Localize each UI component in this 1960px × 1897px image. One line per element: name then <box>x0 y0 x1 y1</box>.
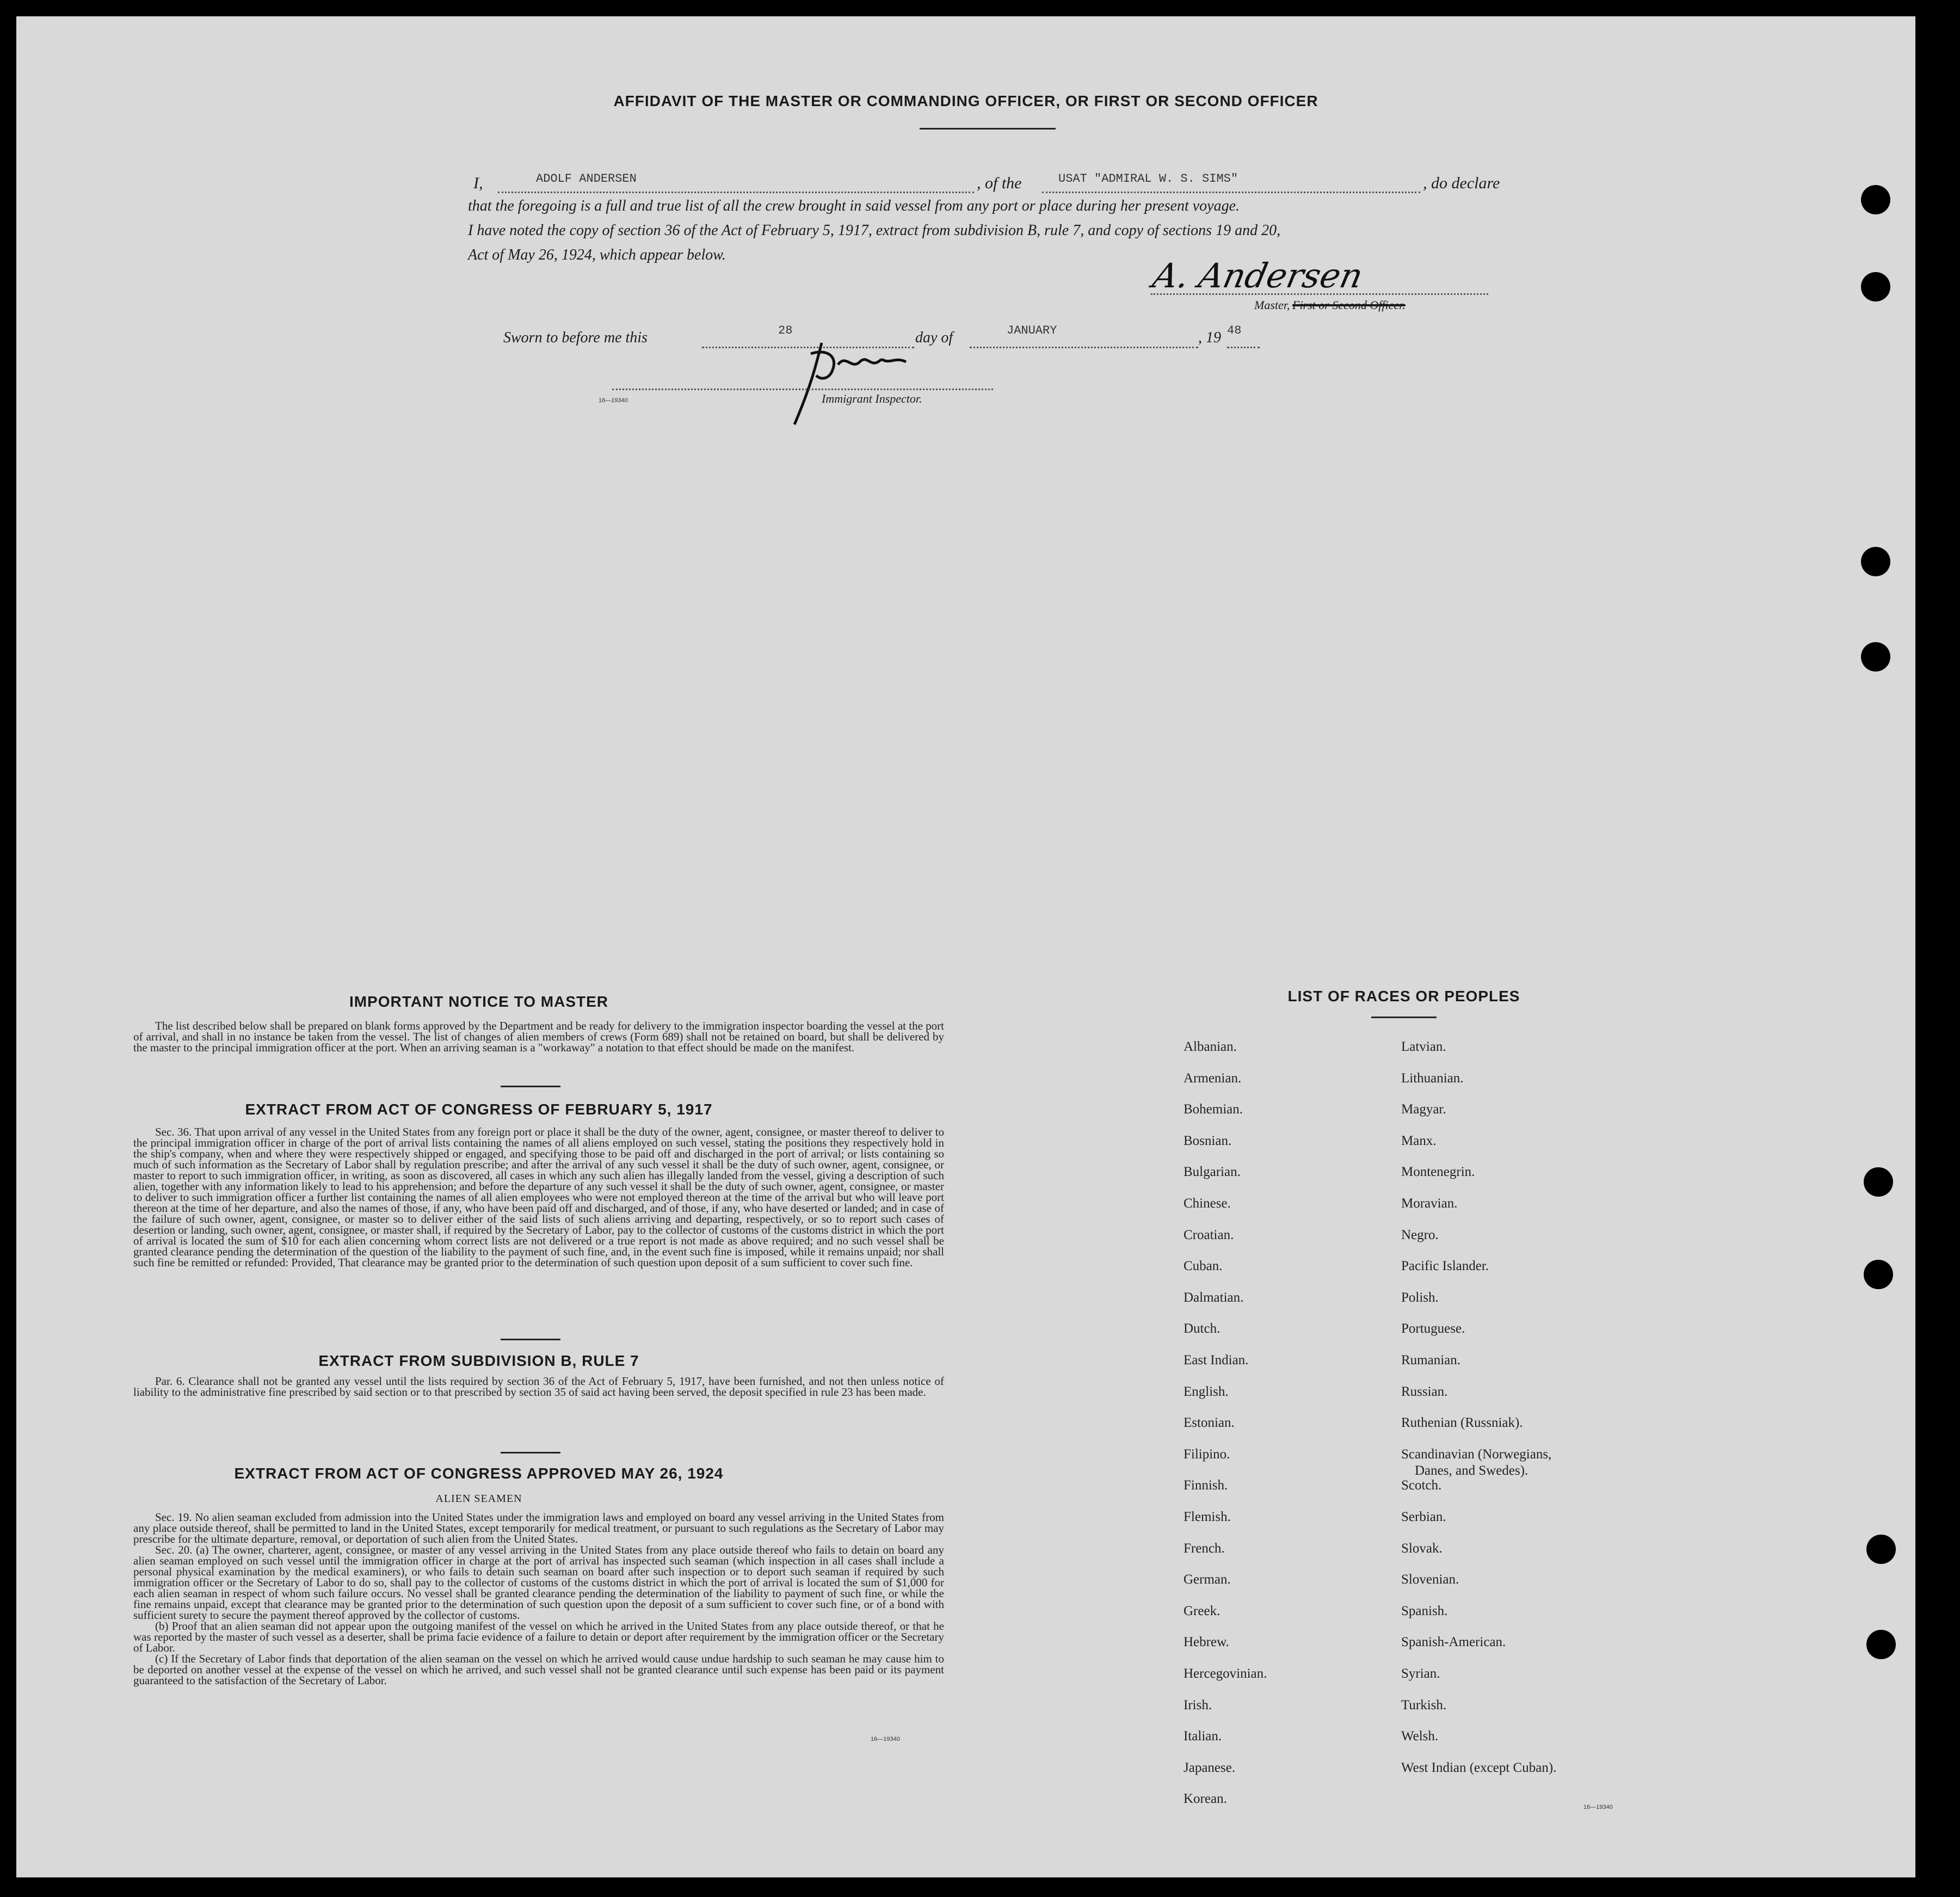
sworn-month-line <box>970 329 1198 348</box>
year-line <box>1227 329 1260 348</box>
notice-title: IMPORTANT NOTICE TO MASTER <box>349 993 609 1010</box>
race-item: Dalmatian. <box>1184 1290 1244 1305</box>
race-item: Syrian. <box>1401 1666 1440 1681</box>
punch-hole <box>1861 185 1890 214</box>
sworn-month: JANUARY <box>1007 324 1057 337</box>
race-item: Lithuanian. <box>1401 1070 1464 1086</box>
affidavit-line-4: Act of May 26, 1924, which appear below. <box>468 247 726 263</box>
day-of-label: day of <box>915 329 953 346</box>
rule7-title: EXTRACT FROM SUBDIVISION B, RULE 7 <box>318 1352 639 1369</box>
signature-line <box>1151 280 1488 295</box>
notice-text: The list described below shall be prepared on blank forms approved by the Department and be ready for delivery to the immigration inspector boarding the vessel at the port of arrival, and shall in no instance be taken from the vessel. The list of changes of alien members of crews (Form 689) shall not be retained on board, but shall be delivered by the master to the principal immigration officer at the port. When an arriving seaman is a "workaway" a notation to that effect should be made on the manifest. <box>133 1019 944 1054</box>
do-declare-label: , do declare <box>1423 174 1500 192</box>
punch-hole <box>1864 1260 1893 1289</box>
extract-1917-title: EXTRACT FROM ACT OF CONGRESS OF FEBRUARY 5, 1917 <box>245 1101 713 1118</box>
race-item: Filipino. <box>1184 1446 1230 1462</box>
punch-hole <box>1861 547 1890 576</box>
form-number-bottom-left: 16—19340 <box>871 1736 900 1742</box>
race-item: Hercegovinian. <box>1184 1666 1267 1681</box>
race-item: Magyar. <box>1401 1102 1446 1117</box>
race-item: East Indian. <box>1184 1353 1249 1368</box>
race-item: Bulgarian. <box>1184 1165 1241 1180</box>
document-page <box>16 16 1915 1877</box>
race-item: Hebrew. <box>1184 1635 1229 1650</box>
sec-20a-text: Sec. 20. (a) The owner, charterer, agent, consignee, or master of any vessel arriving in the United States from any place outside thereof who fails to detain on board any alien seaman employed on such vessel until the immigration officer in charge at the port of arrival has inspected such seaman (which inspection in all cases shall include a personal physical examination by the medical examiners), or who fails to detain such seaman on board after such inspection or to deport such seaman if required by such immigration officer or the Secretary of Labor to do so, shall pay to the collector of customs of the customs district in which the port of arrival is located the sum of $1,000 for each alien seaman in respect of whom such failure occurs. No vessel shall be granted clearance pending the determination of the liability to payment of such fine, or while the fine remains unpaid, except that clearance may be granted prior to the determination of such question upon the deposit of a sum sufficient to cover such fine, or of a bond with sufficient surety to secure the payment thereof approved by the collector of customs. <box>133 1543 944 1622</box>
race-item: Negro. <box>1401 1227 1439 1242</box>
race-item: Danes, and Swedes). <box>1415 1463 1528 1478</box>
race-item: Portuguese. <box>1401 1321 1465 1336</box>
punch-hole <box>1864 1167 1893 1197</box>
race-item: Albanian. <box>1184 1039 1237 1054</box>
sec-20c-text: (c) If the Secretary of Labor finds that deportation of the alien seaman on the vessel on which he arrived would cause undue hardship to such seaman he may cause him to be deported on another vessel at the expense of the vessel on which he arrived, and such vessel shall not be granted clearance until such expense has been paid or its payment guaranteed to the satisfaction of the Secretary of Labor. <box>133 1652 944 1687</box>
master-signature: A. Andersen <box>1149 256 1367 295</box>
race-item: Manx. <box>1401 1133 1437 1148</box>
race-item: English. <box>1184 1384 1229 1399</box>
form-number-top: 16—19340 <box>599 397 628 404</box>
race-item: Cuban. <box>1184 1259 1223 1274</box>
race-item: Bosnian. <box>1184 1133 1232 1148</box>
sworn-day: 28 <box>778 324 793 337</box>
race-item: Chinese. <box>1184 1196 1231 1211</box>
rule7-rule <box>501 1452 560 1453</box>
affidavit-line-3: I have noted the copy of section 36 of the Act of February 5, 1917, extract from subdivision B, rule 7, and copy of sections 19 and 20, <box>468 222 1281 239</box>
race-item: Flemish. <box>1184 1510 1231 1524</box>
race-item: Rumanian. <box>1401 1353 1461 1368</box>
sec-19-text: Sec. 19. No alien seaman excluded from admission into the United States under the immigration laws and employed on board any vessel arriving in the United States from any place outside thereof, shall be permitted to land in the United States, except temporarily for medical treatment, or pursuant to such regulations as the Secretary of Labor may prescribe for the ultimate departure, removal, or deportation of such alien from the United States. <box>133 1511 944 1545</box>
race-item: Scotch. <box>1401 1478 1442 1493</box>
master-label: Master, <box>1254 298 1290 312</box>
race-item: Serbian. <box>1401 1510 1446 1524</box>
race-item: Scandinavian (Norwegians, <box>1401 1446 1552 1462</box>
race-item: Russian. <box>1401 1384 1448 1399</box>
race-item: Moravian. <box>1401 1196 1458 1211</box>
of-the-label: , of the <box>977 174 1022 192</box>
inspector-label: Immigrant Inspector. <box>822 392 922 405</box>
race-item: Montenegrin. <box>1401 1165 1475 1180</box>
inspector-line <box>612 375 993 390</box>
year-suffix: 48 <box>1227 324 1242 337</box>
races-title: LIST OF RACES OR PEOPLES <box>1287 988 1520 1005</box>
affidavit-line-2: that the foregoing is a full and true list of all the crew brought in said vessel from any port or place during her present voyage. <box>468 198 1240 214</box>
form-number-bottom-right: 16—19340 <box>1583 1804 1613 1810</box>
punch-hole <box>1861 642 1890 672</box>
title-underline <box>920 128 1056 130</box>
sworn-label: Sworn to before me this <box>503 329 648 346</box>
alien-seamen-subtitle: ALIEN SEAMEN <box>435 1493 522 1505</box>
race-item: Greek. <box>1184 1603 1221 1618</box>
race-item: Croatian. <box>1184 1227 1234 1242</box>
race-item: Pacific Islander. <box>1401 1259 1489 1274</box>
race-item: Slovenian. <box>1401 1572 1459 1587</box>
race-item: Finnish. <box>1184 1478 1228 1493</box>
officer-name: ADOLF ANDERSEN <box>536 172 637 186</box>
punch-hole <box>1866 1630 1896 1659</box>
extract-1917-rule <box>501 1339 560 1340</box>
race-item: Dutch. <box>1184 1321 1221 1336</box>
race-item: Polish. <box>1401 1290 1439 1305</box>
vessel-name: USAT "ADMIRAL W. S. SIMS" <box>1058 172 1238 186</box>
rule7-text: Par. 6. Clearance shall not be granted any vessel until the lists required by section 36 of the Act of February 5, 1917, have been furnished, and not then unless notice of liability to the administrative fine prescribed by said section or to that prescribed by section 35 of said act having been served, the deposit specified in rule 23 has been made. <box>133 1375 944 1399</box>
extract-1924-body <box>133 1512 944 1686</box>
race-item: Japanese. <box>1184 1760 1236 1775</box>
race-item: Slovak. <box>1401 1541 1443 1556</box>
race-item: Welsh. <box>1401 1729 1439 1744</box>
year-prefix: , 19 <box>1198 329 1221 346</box>
race-item: Korean. <box>1184 1791 1227 1807</box>
officer-title-struck: First or Second Officer. <box>1292 298 1406 312</box>
races-rule <box>1371 1017 1437 1018</box>
race-item: Latvian. <box>1401 1039 1446 1054</box>
race-item: Ruthenian (Russniak). <box>1401 1415 1523 1431</box>
extract-1924-title: EXTRACT FROM ACT OF CONGRESS APPROVED MAY 26, 1924 <box>234 1465 724 1482</box>
race-item: Italian. <box>1184 1729 1222 1744</box>
punch-hole <box>1866 1535 1896 1564</box>
race-item: Irish. <box>1184 1697 1212 1713</box>
race-item: German. <box>1184 1572 1231 1587</box>
race-item: Spanish-American. <box>1401 1635 1506 1650</box>
race-item: Bohemian. <box>1184 1102 1243 1117</box>
i-label: I, <box>473 174 483 192</box>
race-item: Armenian. <box>1184 1070 1242 1086</box>
extract-1917-text: Sec. 36. That upon arrival of any vessel in the United States from any foreign port or place it shall be the duty of the owner, agent, consignee, or master thereof to deliver to the principal immigration officer in charge of the port of arrival lists containing the names of all aliens employed on such vessel, stating the positions they respectively hold in the ship's company, when and where they were respectively shipped or engaged, and specifying those to be paid off and discharged in the port of arrival; or lists containing so much of such information as the Secretary of Labor shall by regulation prescribe; and after the arrival of any such vessel it shall be the duty of such owner, agent, consignee, or master to report to such immigration officer, in writing, as soon as discovered, all cases in which any such alien has illegally landed from the vessel, giving a description of such alien, together with any information likely to lead to his apprehension; and before the departure of any such vessel it shall be the duty of such owner, agent, consignee, or master to deliver to such immigration officer a further list containing the names of all alien employees who were not employed thereon at the time of the arrival but who will leave port thereon at the time of her departure, and also the names of those, if any, who have been paid off and discharged, and of those, if any, who have deserted or landed; and in case of the failure of such owner, agent, consignee, or master so to deliver either of the said lists of such aliens arriving and departing, respectively, or so to report such cases of desertion or landing, such owner, agent, consignee, or master shall, if required by the Secretary of Labor, pay to the collector of customs of the customs district in which the port of arrival is located the sum of $10 for each alien concerning whom correct lists are not delivered or a true report is not made as above required; and no such vessel shall be granted clearance pending the determination of the question of the liability to the payment of such fine, and, in the event such fine is imposed, while it remains unpaid; nor shall such fine be remitted or refunded: Provided, That clearance may be granted prior to the determination of such question upon deposit of a sum sufficient to cover such fine. <box>133 1125 944 1269</box>
race-item: Spanish. <box>1401 1603 1448 1618</box>
affidavit-title: AFFIDAVIT OF THE MASTER OR COMMANDING OFFICER, OR FIRST OR SECOND OFFICER <box>613 93 1318 109</box>
race-item: Estonian. <box>1184 1415 1235 1431</box>
punch-hole <box>1861 272 1890 301</box>
race-item: Turkish. <box>1401 1697 1447 1713</box>
race-item: French. <box>1184 1541 1225 1556</box>
notice-rule <box>501 1086 560 1087</box>
race-item: West Indian (except Cuban). <box>1401 1760 1557 1775</box>
sec-20b-text: (b) Proof that an alien seaman did not appear upon the outgoing manifest of the vessel on which he arrived in the United States from any place outside thereof, or that he was reported by the master of such vessel as a deserter, shall be prima facie evidence of a failure to detain or deport after requirement by the immigration officer or the Secretary of Labor. <box>133 1619 944 1654</box>
